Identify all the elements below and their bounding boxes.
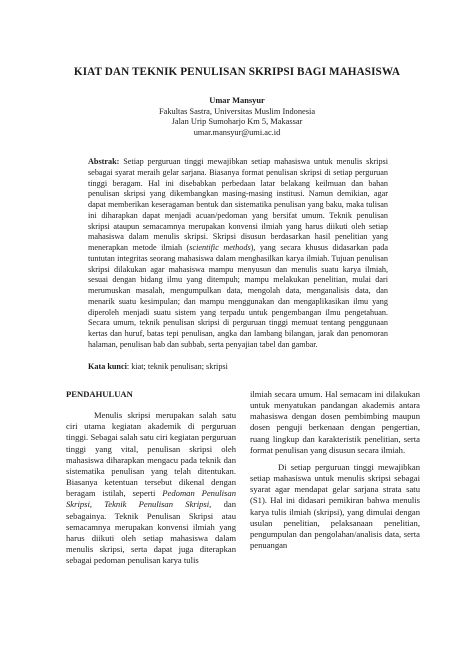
- paper-title: KIAT DAN TEKNIK PENULISAN SKRIPSI BAGI MAHASISWA: [73, 66, 401, 78]
- intro-comma: ,: [89, 499, 105, 510]
- section-heading: PENDAHULUAN: [66, 389, 133, 399]
- abstract: [88, 157, 388, 351]
- intro-paragraph-2: Di setiap perguruan tinggi mewajibkan setiap mahasiswa untuk menulis skripsi sebagai syarat agar mendapat gelar sarjana strata satu (S1). Hal ini didasari pemikiran bahwa menulis karya tulis ilmiah (skripsi), yang dimulai dengan usulan penelitian, pelaksanaan penelitian, pengumpulan dan pengolahan/analisis data, serta penuangan: [250, 461, 420, 551]
- keywords: [88, 362, 388, 373]
- intro-italic-teknik: Teknik Penulisan Skripsi: [104, 499, 210, 510]
- intro-italic-pedoman: Pedoman Penulisan Skripsi: [66, 488, 236, 510]
- abstract-italic-term: scientific methods: [189, 243, 251, 252]
- author-email: umar.mansyur@umi.ac.id: [193, 127, 281, 137]
- intro-text-part2: , dan sebagainya. Teknik Penulisan Skripsi atau semacamnya merupakan konvensi ilmiah yang harus diikuti oleh setiap mahasiswa dalam menulis skripsi, serta dapat juga diterapkan sebagai pedoman penulisan karya tulis: [66, 499, 236, 566]
- author-block: [0, 96, 474, 138]
- author-address: Jalan Urip Sumoharjo Km 5, Makassar: [171, 117, 303, 127]
- intro-paragraph-1-cont: ilmiah secara umum. Hal semacam ini dilakukan untuk menyatukan pandangan akademis antara mahasiswa dengan dosen pembimbing maupun dosen penguji berkenaan dengan pengertian, ruang lingkup dan karakteristik penelitian, serta format penulisan yang disusun secara ilmiah.: [250, 389, 420, 455]
- column-right: [250, 389, 420, 551]
- abstract-label: Abstrak:: [88, 157, 120, 166]
- intro-text-part1: Menulis skripsi merupakan salah satu ciri utama kegiatan akademik di perguruan tinggi. Sebagai salah satu ciri kegiatan perguruan tinggi yang vital, penulisan skripsi oleh mahasiswa diharapkan mengacu pada teknik dan sistematika penulisan yang telah ditentukan. Biasanya ketentuan tersebut dikenal dengan beragam istilah, seperti: [66, 410, 236, 499]
- column-left: [66, 389, 236, 566]
- keywords-text: : kiat; teknik penulisan; skripsi: [126, 362, 228, 371]
- keywords-label: Kata kunci: [88, 362, 127, 371]
- author-name: Umar Mansyur: [209, 96, 265, 105]
- author-affiliation: Fakultas Sastra, Universitas Muslim Indonesia: [158, 106, 316, 116]
- intro-paragraph-1: [66, 410, 236, 566]
- abstract-text-part2: ), yang secara khusus didasarkan pada tuntutan integritas seorang mahasiswa dalam menghasilkan karya ilmiah. Tujuan penulisan skripsi dilakukan agar mahasiswa mampu menyusun dan menulis suatu karya ilmiah, sesuai dengan bidang ilmu yang ditempuh; mampu melakukan penelitian, mulai dari merumuskan masalah, mengumpulkan data, mengolah data, menganalisis data, dan menarik suatu kesimpulan; dan mampu menggunakan dan mengaplikasikan ilmu yang diperoleh menjadi suatu sistem yang terpadu untuk pengembangan ilmu pengetahuan. Secara umum, teknik penulisan skripsi di perguruan tinggi memuat tentang penggunaan kertas dan huruf, batas tepi penulisan, angka dan lambang bilangan, jarak dan penomoran halaman, penulisan bab dan subbab, serta penyajian tabel dan gambar.: [88, 243, 388, 349]
- abstract-text-part1: Setiap perguruan tinggi mewajibkan setiap mahasiswa untuk menulis skripsi sebagai syarat meraih gelar sarjana. Biasanya format penulisan skripsi di setiap perguruan tinggi beragam. Hal ini disebabkan perbedaan latar belakang keilmuan dan bahan penulisan skripsi yang dikembangkan masing-masing institusi. Namun demikian, agar dapat memberikan keseragaman bentuk dan sistematika penulisan yang baku, maka tulisan ini diharapkan dapat menjadi acuan/pedoman yang bersifat umum. Teknik penulisan skripsi ataupun semacamnya merupakan konvensi ilmiah yang harus diikuti oleh setiap mahasiswa dalam menulis skripsi. Skripsi disusun berdasarkan hasil penelitian yang menerapkan metode ilmiah (: [88, 157, 388, 252]
